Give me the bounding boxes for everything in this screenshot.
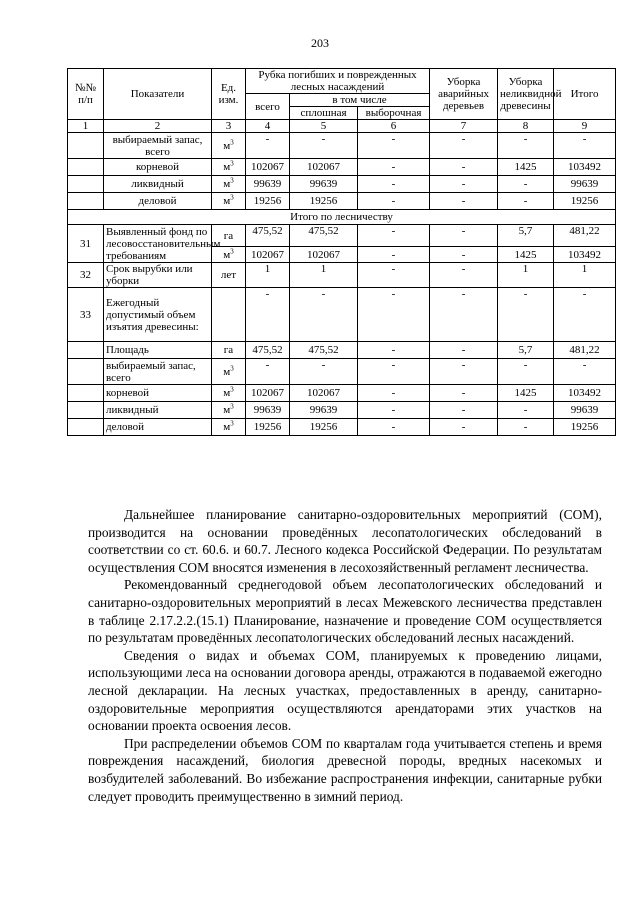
- cell: 99639: [246, 402, 290, 419]
- row-name: деловой: [104, 193, 212, 210]
- header-unit: Ед. изм.: [212, 69, 246, 120]
- table-row: [68, 342, 616, 359]
- cell: 99639: [554, 402, 616, 419]
- cell: -: [358, 288, 430, 342]
- row-name: ликвидный: [104, 402, 212, 419]
- cell: -: [498, 288, 554, 342]
- cell: -: [430, 247, 498, 263]
- table-row: [68, 288, 616, 342]
- cell: 1: [290, 263, 358, 288]
- cell: 5,7: [498, 342, 554, 359]
- cell: -: [498, 419, 554, 436]
- cell: 102067: [246, 247, 290, 263]
- cell: 19256: [290, 193, 358, 210]
- cell: -: [358, 402, 430, 419]
- table-row: деловой $м^3$ 19256 19256 - - - 19256: [68, 419, 616, 436]
- cell: -: [430, 359, 498, 385]
- cell: -: [430, 402, 498, 419]
- col-number: 2: [104, 120, 212, 133]
- cell: -: [554, 133, 616, 159]
- cell: -: [358, 225, 430, 247]
- cell: 1425: [498, 247, 554, 263]
- column-numbers-row: [68, 120, 616, 133]
- cell: -: [430, 263, 498, 288]
- col-number: 6: [358, 120, 430, 133]
- cell: -: [498, 176, 554, 193]
- cell: 102067: [246, 159, 290, 176]
- cell: 19256: [290, 419, 358, 436]
- cell: 19256: [554, 193, 616, 210]
- col-number: 3: [212, 120, 246, 133]
- cell: 99639: [554, 176, 616, 193]
- table-row: корневой $м^3$ 102067 102067 - - 1425 103492: [68, 385, 616, 402]
- table-row: [68, 263, 616, 288]
- cell: 102067: [290, 385, 358, 402]
- cell: 19256: [554, 419, 616, 436]
- row-number: 33: [68, 288, 104, 342]
- cell: -: [498, 193, 554, 210]
- header-including: в том числе: [290, 94, 430, 107]
- row-unit: га: [212, 225, 246, 247]
- cell: 475,52: [246, 342, 290, 359]
- cell: -: [430, 385, 498, 402]
- cell: -: [498, 359, 554, 385]
- row-name: Срок вырубки или уборки: [104, 263, 212, 288]
- cell: -: [358, 419, 430, 436]
- row-number: 31: [68, 225, 104, 263]
- cell: 1425: [498, 385, 554, 402]
- cell: 481,22: [554, 342, 616, 359]
- cell: 103492: [554, 385, 616, 402]
- cell: -: [554, 359, 616, 385]
- header-clear: сплошная: [290, 107, 358, 120]
- cell: 99639: [246, 176, 290, 193]
- row-name: корневой: [104, 159, 212, 176]
- row-name: ликвидный: [104, 176, 212, 193]
- header-indicators: Показатели: [104, 69, 212, 120]
- cell: 19256: [246, 419, 290, 436]
- row-number: 32: [68, 263, 104, 288]
- cell: 475,52: [290, 225, 358, 247]
- cell: -: [246, 359, 290, 385]
- cell: 1: [246, 263, 290, 288]
- cell: -: [430, 225, 498, 247]
- cell: 1: [498, 263, 554, 288]
- paragraph: Сведения о видах и объемах СОМ, планируемых к проведению лицами, использующими леса на основании договора аренды, отражаются в подаваемой ежегодно лесной декларации. На лесных участках, предоставленных в аренду, санитарно-оздоровительные мероприятия осуществляются арендаторами этих участков на основании проекта освоения лесов.: [88, 647, 602, 734]
- paragraph: Дальнейшее планирование санитарно-оздоровительных мероприятий (СОМ), производится на основании проведённых лесопатологических обследований в соответствии со ст. 60.6. и 60.7. Лесного кодекса Российской Федерации. По результатам осуществления СОМ вносятся изменения в лесохозяйственный регламент лесничества.: [88, 507, 602, 575]
- row-name: выбираемый запас, всего: [104, 133, 212, 159]
- cell: -: [498, 402, 554, 419]
- cell: 99639: [290, 402, 358, 419]
- header-itogo: Итого: [554, 69, 616, 120]
- section-title: Итого по лесничеству: [68, 210, 616, 225]
- cell: -: [430, 193, 498, 210]
- table-row: корневой $м^3$ 102067 102067 - - 1425 103492: [68, 159, 616, 176]
- cell: -: [430, 342, 498, 359]
- cell: 19256: [246, 193, 290, 210]
- col-number: 9: [554, 120, 616, 133]
- table-row: $м^3$ 102067 102067 - - 1425 103492: [68, 247, 616, 263]
- cell: -: [554, 288, 616, 342]
- cell: -: [246, 133, 290, 159]
- cell: 5,7: [498, 225, 554, 247]
- col-number: 1: [68, 120, 104, 133]
- row-name: Выявленный фонд по лесовосстановительным требованиям: [104, 225, 212, 263]
- cell: -: [358, 263, 430, 288]
- col-number: 7: [430, 120, 498, 133]
- cell: -: [358, 193, 430, 210]
- cell: -: [290, 359, 358, 385]
- cell: -: [498, 133, 554, 159]
- cell: -: [358, 159, 430, 176]
- cell: -: [290, 288, 358, 342]
- header-nonliquid: Уборка неликвидной древесины: [498, 69, 554, 120]
- header-emergency: Уборка аварийных деревьев: [430, 69, 498, 120]
- cell: -: [430, 419, 498, 436]
- cell: -: [430, 159, 498, 176]
- table-row: выбираемый запас, всего $м^3$ - - - - - -: [68, 359, 616, 385]
- body-text: [88, 506, 602, 805]
- cell: 475,52: [290, 342, 358, 359]
- table-row: ликвидный $м^3$ 99639 99639 - - - 99639: [68, 402, 616, 419]
- row-name: деловой: [104, 419, 212, 436]
- col-number: 5: [290, 120, 358, 133]
- cell: -: [246, 288, 290, 342]
- col-number: 8: [498, 120, 554, 133]
- cell: -: [358, 385, 430, 402]
- table-row: деловой $м^3$ 19256 19256 - - - 19256: [68, 193, 616, 210]
- cell: -: [430, 133, 498, 159]
- header-num: №№ п/п: [68, 69, 104, 120]
- cell: 481,22: [554, 225, 616, 247]
- cell: 102067: [290, 159, 358, 176]
- header-selective: выборочная: [358, 107, 430, 120]
- header-total-col: всего: [246, 94, 290, 120]
- cell: -: [430, 288, 498, 342]
- cell: -: [430, 176, 498, 193]
- cell: 99639: [290, 176, 358, 193]
- cell: 1: [554, 263, 616, 288]
- row-name: Ежегодный допустимый объем изъятия древесины:: [104, 288, 212, 342]
- row-unit: лет: [212, 263, 246, 288]
- cell: 102067: [290, 247, 358, 263]
- cell: -: [358, 133, 430, 159]
- cell: -: [358, 176, 430, 193]
- cell: -: [358, 247, 430, 263]
- felling-table: [67, 68, 616, 436]
- row-name: Площадь: [104, 342, 212, 359]
- cell: -: [358, 342, 430, 359]
- table-row: [68, 225, 616, 247]
- col-number: 4: [246, 120, 290, 133]
- cell: 102067: [246, 385, 290, 402]
- cell: 1425: [498, 159, 554, 176]
- cell: 475,52: [246, 225, 290, 247]
- table-row: ликвидный $м^3$ 99639 99639 - - - 99639: [68, 176, 616, 193]
- page-number: 203: [311, 36, 329, 50]
- cell: -: [290, 133, 358, 159]
- row-unit: га: [212, 342, 246, 359]
- cell: 103492: [554, 159, 616, 176]
- paragraph: При распределении объемов СОМ по кварталам года учитывается степень и время повреждения насаждений, биология древесной породы, вредных насекомых и возбудителей заболеваний. Во избежание распространения инфекции, санитарные рубки следует проводить преимущественно в зимний период.: [88, 735, 602, 804]
- row-name: выбираемый запас, всего: [104, 359, 212, 385]
- table-row: выбираемый запас, всего $м^3$ - - - - - -: [68, 133, 616, 159]
- cell: -: [358, 359, 430, 385]
- paragraph: Рекомендованный среднегодовой объем лесопатологических обследований и санитарно-оздоровительных мероприятий в лесах Межевского лесничества представлен в таблице 2.17.2.2.(15.1) Планирование, назначение и проведение СОМ осуществляется по результатам проведённых лесопатологических обследований лесных насаждений.: [88, 577, 602, 646]
- row-unit: м: [223, 139, 231, 152]
- row-name: корневой: [104, 385, 212, 402]
- cell: 103492: [554, 247, 616, 263]
- header-felling: Рубка погибших и поврежденных лесных насаждений: [246, 69, 430, 94]
